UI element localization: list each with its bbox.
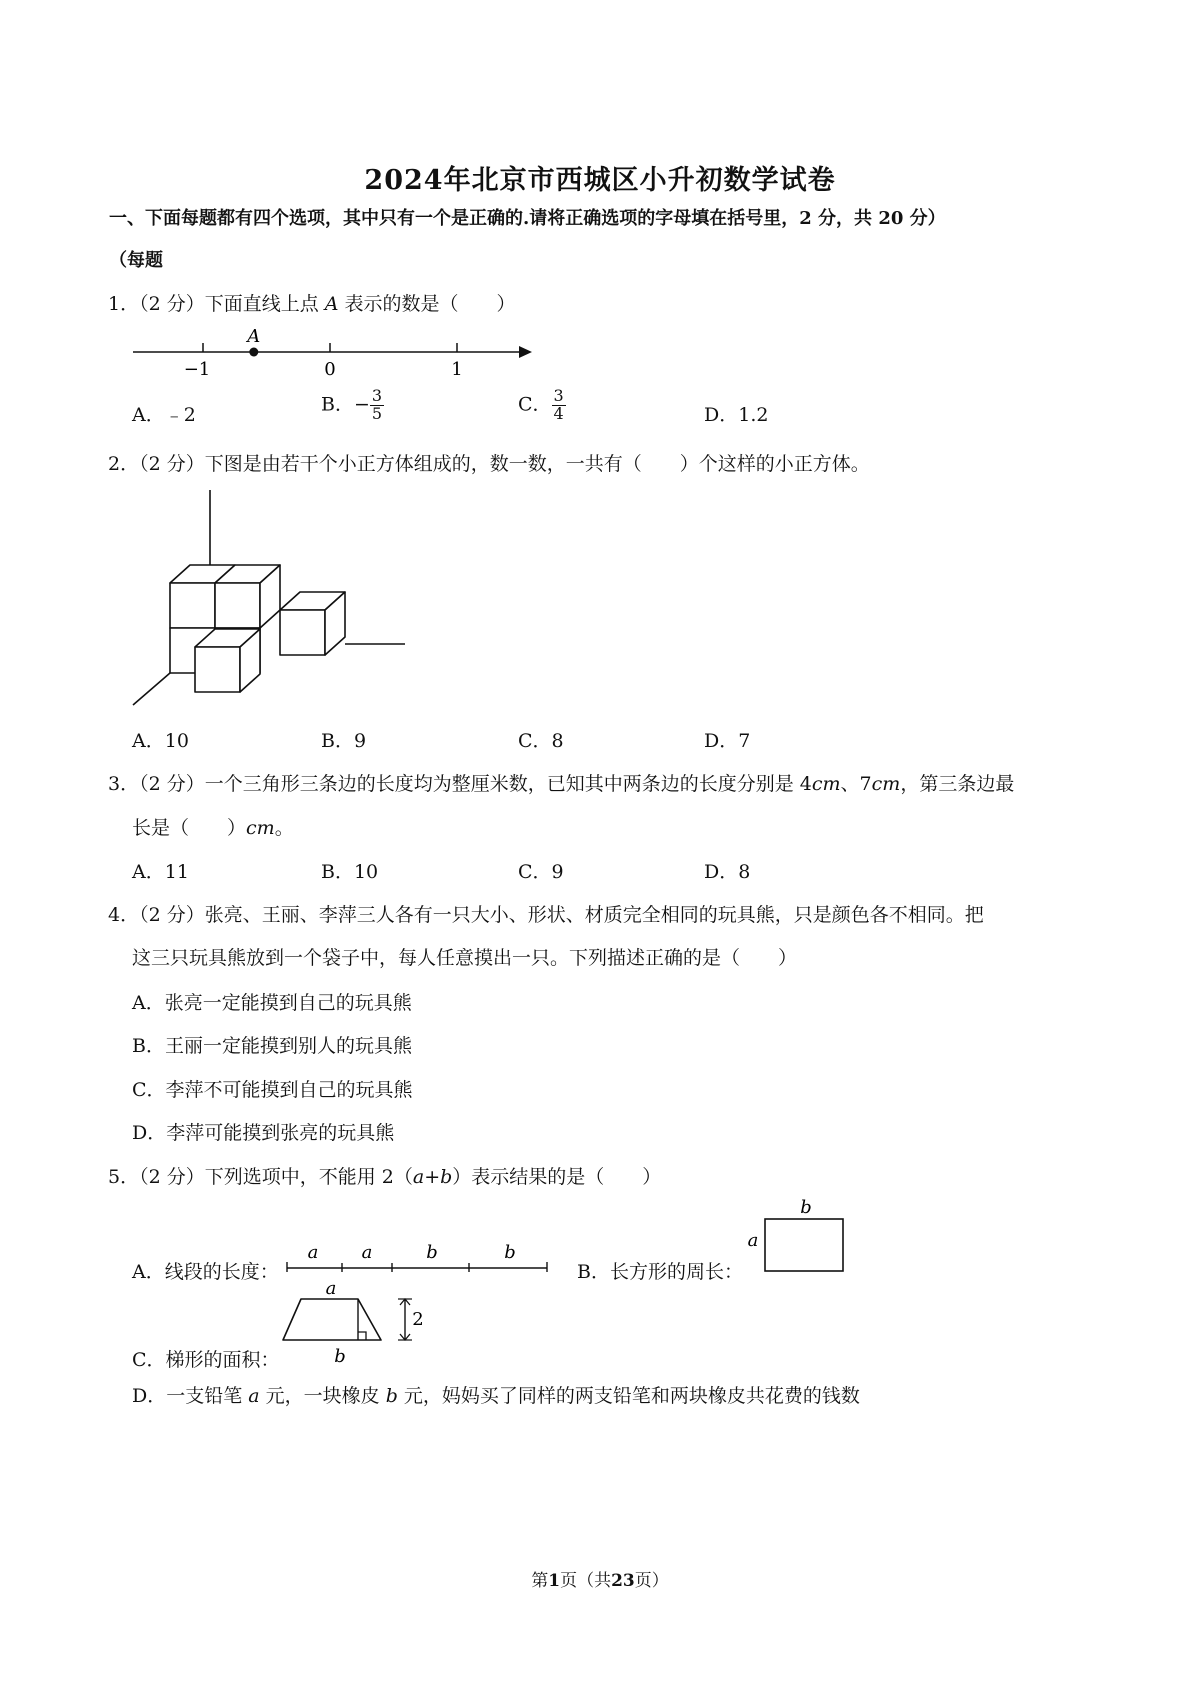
q4-option-b: B．王丽一定能摸到别人的玩具熊 [132, 1035, 412, 1057]
point-a-label: A [247, 326, 261, 347]
page-number: 1 [548, 1571, 561, 1591]
section-heading: 一、下面每题都有四个选项，其中只有一个是正确的.请将正确选项的字母填在括号里，2 分，共 20 分） [109, 208, 946, 229]
q1-option-b: B．− $\frac{3}{5}$ [321, 386, 383, 423]
point-a [249, 348, 258, 357]
trapezoid-figure [278, 1276, 438, 1366]
page-title: 2024年北京市西城区小升初数学试卷 [364, 165, 836, 196]
trapezoid-top-label: a [325, 1278, 337, 1299]
cube-face [170, 583, 215, 628]
segment-label: a [307, 1242, 319, 1263]
q1-option-d: D．1.2 [704, 404, 769, 426]
q3-option-b: B．10 [321, 861, 379, 883]
question-3-line-2: 长是（ ）cm。 [132, 817, 294, 839]
q4-option-c: C．李萍不可能摸到自己的玩具熊 [132, 1079, 413, 1101]
q1-option-a: A．﹣2 [132, 404, 196, 426]
cube-face [280, 610, 325, 655]
tick-label-neg1: −1 [183, 359, 211, 380]
rectangle-shape [765, 1219, 843, 1271]
rectangle-side-label: b [800, 1197, 812, 1218]
cube-face [215, 583, 260, 628]
question-score: （2 分） [139, 293, 205, 315]
q2-option-c: C．8 [518, 730, 564, 752]
q3-option-d: D．8 [704, 861, 751, 883]
fraction: $\frac{3}{4}$ [553, 386, 564, 423]
question-text: 下面直线上点 [204, 293, 325, 315]
q2-option-a: A．10 [132, 730, 189, 752]
question-5: 5．（2 分）下列选项中，不能用 2（a+b）表示结果的是（ ） [108, 1166, 662, 1188]
number-line-figure [125, 322, 545, 382]
arrow-head-icon [519, 346, 532, 358]
variable: A [324, 293, 339, 315]
question-text: 表示的数是（ ） [338, 293, 516, 315]
question-4-line-2: 这三只玩具熊放到一个袋子中，每人任意摸出一只。下列描述正确的是（ ） [132, 947, 798, 969]
q5-option-a: A．线段的长度： [132, 1261, 279, 1283]
q5-option-d: D．一支铅笔 a 元，一块橡皮 b 元，妈妈买了同样的两支铅笔和两块橡皮共花费的钱数 [132, 1385, 860, 1407]
q4-option-d: D．李萍可能摸到张亮的玩具熊 [132, 1122, 395, 1144]
rectangle-side-label: a [747, 1230, 759, 1251]
question-2: 2．（2 分）下图是由若干个小正方体组成的，数一数，一共有（ ）个这样的小正方体。 [108, 453, 870, 475]
cube-face [195, 647, 240, 692]
q3-option-a: A．11 [132, 861, 189, 883]
page-footer: 第1页（共23页） [531, 1571, 669, 1591]
trapezoid-bottom-label: b [334, 1346, 346, 1366]
segment-label: b [504, 1242, 516, 1263]
trapezoid-height-label: 2 [412, 1309, 424, 1330]
segment-label: b [426, 1242, 438, 1263]
q2-option-b: B．9 [321, 730, 367, 752]
tick-label-0: 0 [324, 359, 336, 380]
q2-option-d: D．7 [704, 730, 751, 752]
page-total: 23 [611, 1571, 635, 1591]
q5-option-c: C．梯形的面积： [132, 1349, 280, 1371]
question-number: 1． [108, 293, 140, 315]
q4-option-a: A．张亮一定能摸到自己的玩具熊 [132, 992, 412, 1014]
question-4: 4．（2 分）张亮、王丽、李萍三人各有一只大小、形状、材质完全相同的玩具熊，只是颜色各不相同。把 [108, 904, 984, 926]
fraction: $\frac{3}{5}$ [371, 386, 383, 423]
q1-option-c: C． $\frac{3}{4}$ [518, 386, 564, 423]
segment-figure [282, 1238, 554, 1278]
axis-depth [133, 673, 170, 705]
rectangle-figure [744, 1194, 850, 1276]
segment-label: a [361, 1242, 373, 1263]
cubes-figure [125, 485, 425, 715]
question-3: 3．（2 分）一个三角形三条边的长度均为整厘米数，已知其中两条边的长度分别是 4cm、7cm，第三条边最 [108, 773, 1015, 795]
section-heading-continued: （每题 [109, 250, 163, 271]
q3-option-c: C．9 [518, 861, 564, 883]
q5-option-b: B．长方形的周长： [577, 1261, 743, 1283]
tick-label-1: 1 [451, 359, 463, 380]
question-1 [108, 289, 516, 316]
